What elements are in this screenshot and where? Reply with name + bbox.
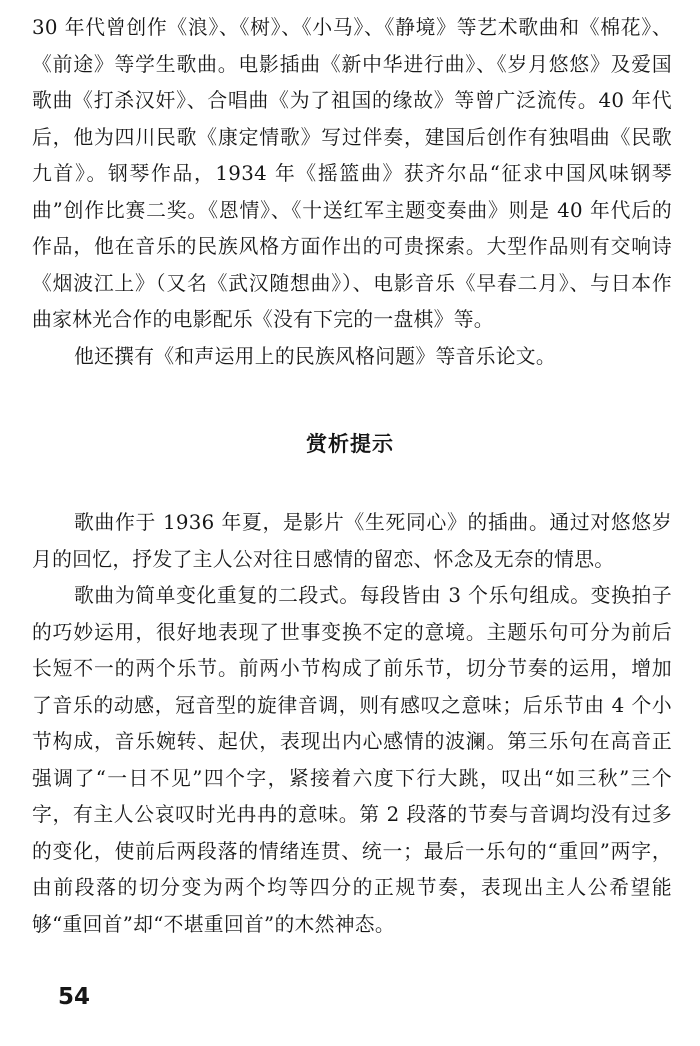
biography-section (32, 10, 672, 375)
analysis-section (32, 505, 672, 943)
section-heading: 赏析提示 (306, 432, 394, 456)
biography-paragraph-works: 30 年代曾创作《浪》、《树》、《小马》、《静境》等艺术歌曲和《棉花》、《前途》等学生歌曲。电影插曲《新中华进行曲》、《岁月悠悠》及爱国歌曲《打杀汉奸》、合唱曲《为了祖国的缘故》等曾广泛流传。40 年代后，他为四川民歌《康定情歌》写过伴奏，建国后创作有独唱曲《民歌九首》。钢琴作品，1934 年《摇篮曲》获齐尔品“征求中国风味钢琴曲”创作比赛二奖。《恩情》、《十送红军主题变奏曲》则是 40 年代后的作品，他在音乐的民族风格方面作出的可贵探索。大型作品则有交响诗《烟波江上》（又名《武汉随想曲》）、电影音乐《早春二月》、与日本作曲家林光合作的电影配乐《没有下完的一盘棋》等。 (32, 16, 672, 331)
page-number: 54 (58, 984, 91, 1010)
analysis-paragraph-structure: 歌曲为简单变化重复的二段式。每段皆由 3 个乐句组成。变换拍子的巧妙运用，很好地表现了世事变换不定的意境。主题乐句可分为前后长短不一的两个乐节。前两小节构成了前乐节，切分节奏的运用，增加了音乐的动感，冠音型的旋律音调，则有感叹之意味；后乐节由 4 个小节构成，音乐婉转、起伏，表现出内心感情的波澜。第三乐句在高音正强调了“一日不见”四个字，紧接着六度下行大跳，叹出“如三秋”三个字，有主人公哀叹时光冉冉的意味。第 2 段落的节奏与音调均没有过多的变化，使前后两段落的情绪连贯、统一；最后一乐句的“重回”两字，由前段落的切分变为两个均等四分的正规节奏，表现出主人公希望能够“重回首”却“不堪重回首”的木然神态。 (32, 584, 672, 936)
analysis-paragraph-intro: 歌曲作于 1936 年夏，是影片《生死同心》的插曲。通过对悠悠岁月的回忆，抒发了主人公对往日感情的留恋、怀念及无奈的情思。 (32, 511, 672, 571)
biography-paragraph-essays: 他还撰有《和声运用上的民族风格问题》等音乐论文。 (74, 344, 556, 368)
